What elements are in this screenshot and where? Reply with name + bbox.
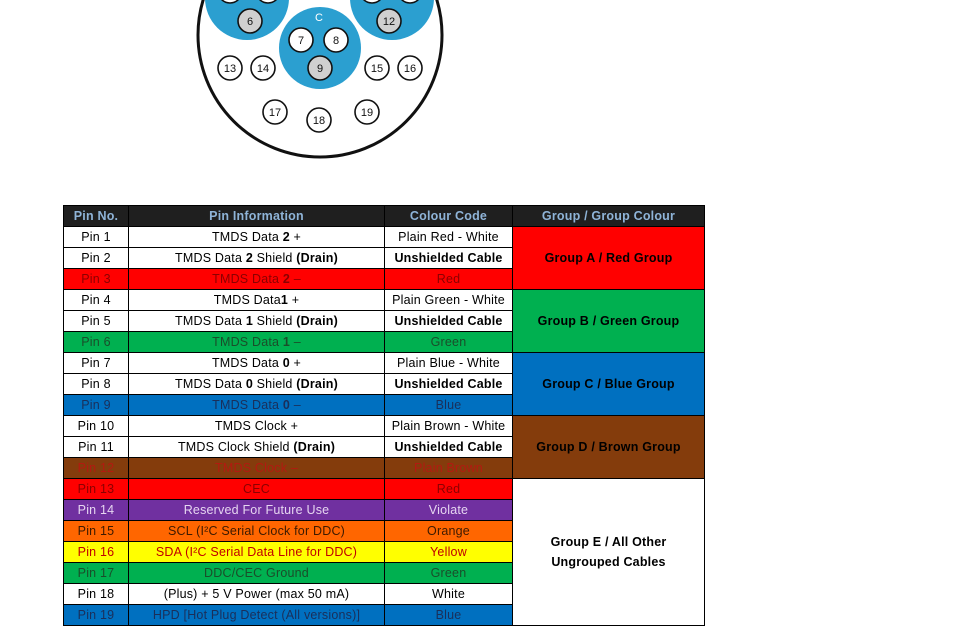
pin-information-text: TMDS Data 2 Shield (Drain): [175, 251, 338, 265]
pin-information-cell: [129, 437, 385, 458]
pin-information-text: TMDS Clock Shield (Drain): [177, 440, 336, 454]
pin-information-cell: [129, 353, 385, 374]
pin-8-label: 8: [332, 35, 340, 47]
pin-number-cell: Pin 17: [64, 563, 129, 584]
table-row: [64, 479, 705, 500]
pin-number-cell: Pin 13: [64, 479, 129, 500]
pin-information-text: TMDS Data1 +: [213, 293, 300, 307]
pin-information-cell: [129, 332, 385, 353]
pin-18-label: 18: [312, 115, 326, 127]
table-header-row: [64, 206, 705, 227]
pin-information-text: SCL (I²C Serial Clock for DDC): [167, 524, 346, 538]
colour-code-cell: Yellow: [385, 542, 513, 563]
hdmi-pinout-table: [63, 205, 705, 626]
group-colour-cell: Group B / Green Group: [513, 290, 705, 353]
pin-15-label: 15: [370, 63, 384, 75]
pin-number-cell: Pin 4: [64, 290, 129, 311]
pin-number-cell: Pin 11: [64, 437, 129, 458]
pin-information-cell: [129, 563, 385, 584]
pin-information-text: TMDS Data 0 Shield (Drain): [175, 377, 338, 391]
pin-14-label: 14: [256, 63, 270, 75]
table-row: [64, 227, 705, 248]
colour-code-cell: Unshielded Cable: [385, 311, 513, 332]
group-label-line-2: Ungrouped Cables: [551, 555, 666, 569]
pin-number-cell: Pin 19: [64, 605, 129, 626]
pin-information-text: HPD [Hot Plug Detect (All versions)]: [152, 608, 361, 622]
pin-information-text: (Plus) + 5 V Power (max 50 mA): [163, 587, 350, 601]
colour-code-cell: Plain Red - White: [385, 227, 513, 248]
pin-number-cell: Pin 10: [64, 416, 129, 437]
colour-code-cell: Unshielded Cable: [385, 248, 513, 269]
colour-code-cell: Orange: [385, 521, 513, 542]
pin-number-cell: Pin 1: [64, 227, 129, 248]
colour-code-cell: Red: [385, 479, 513, 500]
group-colour-cell: [513, 479, 705, 626]
pin-12-label: 12: [382, 16, 396, 28]
group-colour-cell: Group A / Red Group: [513, 227, 705, 290]
pin-19-label: 19: [360, 107, 374, 119]
table-body: [64, 227, 705, 626]
pin-number-cell: Pin 12: [64, 458, 129, 479]
pin-information-cell: [129, 584, 385, 605]
colour-code-cell: Plain Brown - White: [385, 416, 513, 437]
pin-number-cell: Pin 15: [64, 521, 129, 542]
pin-information-text: DDC/CEC Ground: [204, 566, 309, 580]
pin-information-text: TMDS Clock –: [215, 461, 298, 475]
pin-information-cell: [129, 395, 385, 416]
pin-information-cell: [129, 269, 385, 290]
header-group-colour: Group / Group Colour: [513, 206, 705, 227]
pin-information-text: TMDS Data 1 –: [212, 335, 301, 349]
pin-information-cell: [129, 605, 385, 626]
pin-information-cell: [129, 248, 385, 269]
pin-number-cell: Pin 3: [64, 269, 129, 290]
colour-code-cell: Green: [385, 332, 513, 353]
pair-c-label: C: [315, 12, 323, 24]
colour-code-cell: Violate: [385, 500, 513, 521]
pin-information-text: TMDS Clock +: [214, 419, 299, 433]
header-pin-information: Pin Information: [129, 206, 385, 227]
header-pin-no: Pin No.: [64, 206, 129, 227]
pin-information-cell: [129, 374, 385, 395]
pin-13-label: 13: [223, 63, 237, 75]
colour-code-cell: Green: [385, 563, 513, 584]
pin-9-label: 9: [316, 63, 324, 75]
pin-number-cell: Pin 14: [64, 500, 129, 521]
pin-number-cell: Pin 5: [64, 311, 129, 332]
pin-information-text: TMDS Data 2 +: [211, 230, 302, 244]
pin-16-label: 16: [403, 63, 417, 75]
colour-code-cell: Plain Blue - White: [385, 353, 513, 374]
colour-code-cell: Unshielded Cable: [385, 437, 513, 458]
pin-information-text: TMDS Data 1 Shield (Drain): [175, 314, 338, 328]
pin-information-text: TMDS Data 0 +: [211, 356, 302, 370]
colour-code-cell: Unshielded Cable: [385, 374, 513, 395]
pin-information-text: TMDS Data 2 –: [212, 272, 301, 286]
pin-information-cell: [129, 311, 385, 332]
colour-code-cell: Plain Brown: [385, 458, 513, 479]
pin-information-text: SDA (I²C Serial Data Line for DDC): [155, 545, 358, 559]
pin-information-cell: [129, 458, 385, 479]
pin-number-cell: Pin 7: [64, 353, 129, 374]
pin-7-label: 7: [297, 35, 305, 47]
pin-number-cell: Pin 9: [64, 395, 129, 416]
connector-pinout-diagram: [185, 0, 455, 165]
pin-information-cell: [129, 500, 385, 521]
pin-6-label: 6: [246, 16, 254, 28]
group-colour-cell: Group D / Brown Group: [513, 416, 705, 479]
group-colour-cell: Group C / Blue Group: [513, 353, 705, 416]
table-row: [64, 416, 705, 437]
pin-information-cell: [129, 416, 385, 437]
pin-information-text: Reserved For Future Use: [183, 503, 330, 517]
group-label-line-1: Group E / All Other: [550, 535, 667, 549]
pin-number-cell: Pin 8: [64, 374, 129, 395]
pin-number-cell: Pin 2: [64, 248, 129, 269]
table-row: [64, 353, 705, 374]
pin-information-cell: [129, 479, 385, 500]
pin-information-cell: [129, 542, 385, 563]
pin-17-label: 17: [268, 107, 282, 119]
header-colour-code: Colour Code: [385, 206, 513, 227]
pin-number-cell: Pin 16: [64, 542, 129, 563]
colour-code-cell: Blue: [385, 605, 513, 626]
table-row: [64, 290, 705, 311]
pin-number-cell: Pin 18: [64, 584, 129, 605]
pin-information-cell: [129, 227, 385, 248]
colour-code-cell: Red: [385, 269, 513, 290]
colour-code-cell: Plain Green - White: [385, 290, 513, 311]
colour-code-cell: Blue: [385, 395, 513, 416]
colour-code-cell: White: [385, 584, 513, 605]
pin-information-cell: [129, 521, 385, 542]
pin-information-text: TMDS Data 0 –: [212, 398, 301, 412]
pin-number-cell: Pin 6: [64, 332, 129, 353]
pin-information-cell: [129, 290, 385, 311]
pin-information-text: CEC: [243, 482, 270, 496]
